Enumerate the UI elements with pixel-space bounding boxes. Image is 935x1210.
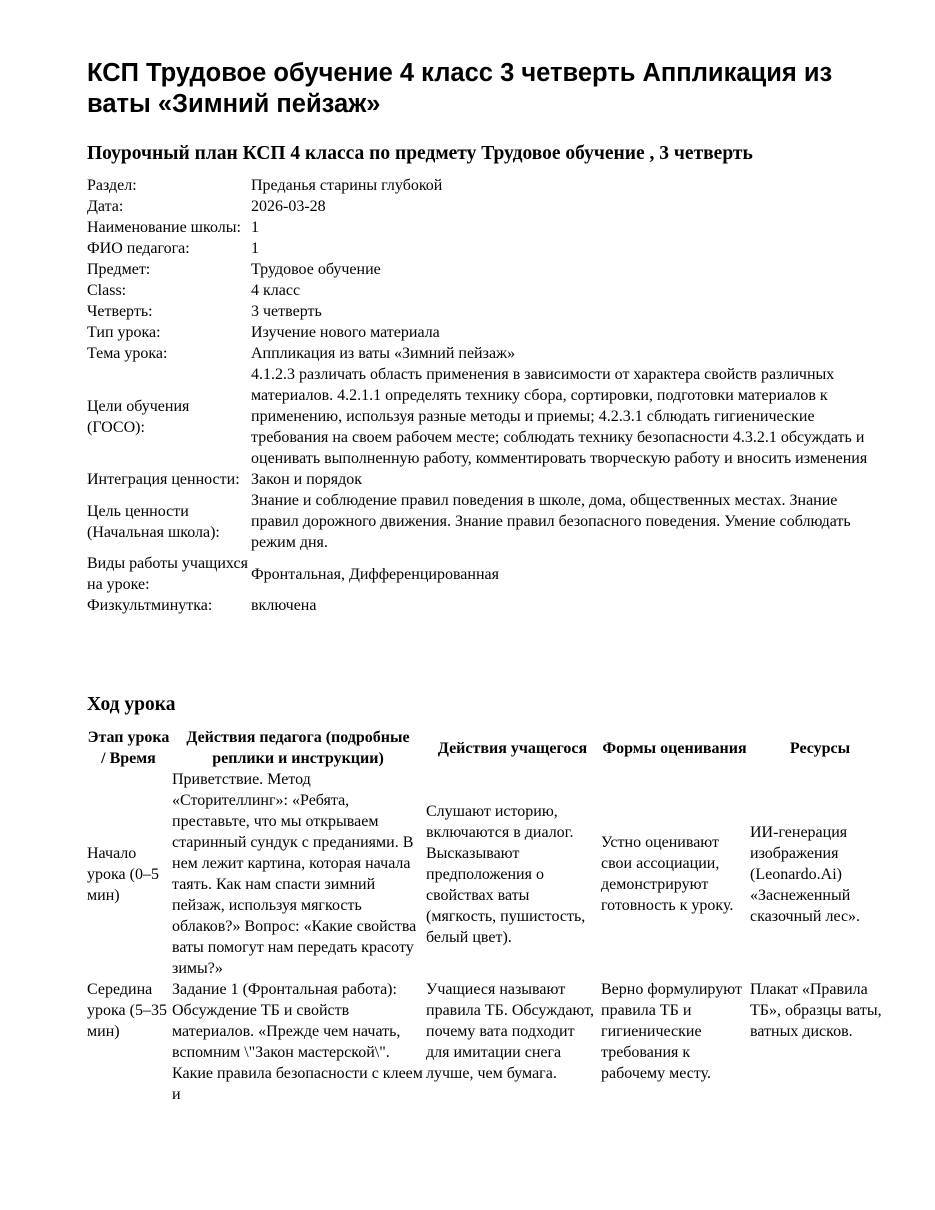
info-value: 4 класс [251,282,301,299]
lesson-info-table [86,175,886,616]
info-row [86,238,886,259]
info-row [86,196,886,217]
info-value: Трудовое обучение [251,261,381,278]
info-row [86,301,886,322]
student-actions-cell: Слушают историю, включаются в диалог. Высказывают предположения о свойствах ваты (мягкость, пушистость, белый цвет). [426,802,586,946]
header-teacher-actions: Действия педагога (подробные реплики и инструкции) [186,729,410,767]
info-value: включена [251,597,317,614]
info-value: Изучение нового материала [251,324,440,341]
info-row [86,364,886,469]
info-row [86,217,886,238]
info-label: Интеграция ценности: [87,471,240,488]
info-value: Аппликация из ваты «Зимний пейзаж» [251,345,516,362]
info-value: Закон и порядок [251,471,363,488]
info-label: Цель ценности (Начальная школа): [87,502,220,541]
info-row [86,595,886,616]
plan-header-row [86,727,891,769]
info-row [86,280,886,301]
info-label: Четверть: [87,303,153,320]
header-student-actions: Действия учащегося [437,739,588,757]
lesson-progress-heading: Ход урока [87,694,176,715]
info-label: Тип урока: [87,324,161,341]
info-label: Физкультминутка: [87,597,213,614]
info-label: Class: [87,282,127,299]
student-actions-cell: Учащиеся называют правила ТБ. Обсуждают, почему вата подходит для имитации снега лучше, чем бумага. [426,981,595,1082]
header-resources: Ресурсы [789,739,851,757]
lesson-plan-table [86,727,891,1105]
resources-cell: ИИ-генерация изображения (Leonardo.Ai) «Заснеженный сказочный лес». [750,823,861,925]
info-label: Дата: [87,198,124,215]
info-label: Цели обучения (ГОСО): [87,397,190,436]
resources-cell: Плакат «Правила ТБ», образцы ваты, ватных дисков. [750,981,882,1040]
table-row [86,769,891,979]
info-value: 3 четверть [251,303,322,320]
info-value: 2026-03-28 [251,198,326,215]
info-value: Фронтальная, Дифференцированная [251,565,499,583]
info-value: Знание и соблюдение правил поведения в школе, дома, общественных местах. Знание правил дорожного движения. Знание правил безопасного поведения. Умение соблюдать режим дня. [251,492,851,551]
info-row [86,490,886,553]
header-stage: Этап урока / Время [87,729,170,767]
info-row [86,175,886,196]
info-value: 1 [251,219,259,236]
info-label: Наименование школы: [87,219,241,236]
info-label: ФИО педагога: [87,240,190,257]
header-assessment: Формы оценивания [602,739,747,757]
teacher-actions-cell: Приветствие. Метод «Сторителлинг»: «Ребята, преставьте, что мы открываем старинный сундук с преданиями. В нем лежит картина, которая начала таять. Как нам спасти зимний пейзаж, используя мягкость облаков?» Вопрос: «Какие свойства ваты помогут нам передать красоту зимы?» [172,771,417,977]
info-value: 4.1.2.3 различать область применения в зависимости от характера свойств различных материалов. 4.2.1.1 определять технику сбора, сортировки, подготовки материалов к применению, используя разные методы и приемы; 4.2.3.1 сблюдать гигиенические требования на своем рабочем месте; соблюдать технику безопасности 4.3.2.1 обсуждать и оценивать выполненную работу, комментировать творческую работу и вносить изменения [251,366,868,467]
info-label: Виды работы учащихся на уроке: [87,555,248,593]
info-row [86,469,886,490]
teacher-actions-cell: Задание 1 (Фронтальная работа): Обсуждение ТБ и свойств материалов. «Прежде чем начать, вспомним \"Закон мастерской\". Какие правила безопасности с клеем и [172,981,423,1103]
stage-cell: Середина урока (5–35 мин) [87,981,167,1040]
info-value: Преданья старины глубокой [251,177,443,194]
assessment-cell: Верно формулируют правила ТБ и гигиенические требования к рабочему месту. [601,981,742,1082]
info-label: Раздел: [87,177,137,194]
stage-cell: Начало урока (0–5 мин) [87,844,159,904]
assessment-cell: Устно оценивают свои ассоциации, демонстрируют готовность к уроку. [601,834,734,914]
document-title: КСП Трудовое обучение 4 класс 3 четверть Аппликация из ваты «Зимний пейзаж» [87,59,833,118]
info-row [86,343,886,364]
info-row [86,259,886,280]
info-label: Тема урока: [87,345,168,362]
table-row [86,979,891,1105]
plan-subtitle: Поурочный план КСП 4 класса по предмету Трудовое обучение , 3 четверть [87,143,753,164]
info-label: Предмет: [87,261,151,278]
info-value: 1 [251,240,259,257]
info-row [86,322,886,343]
info-row [86,553,886,595]
